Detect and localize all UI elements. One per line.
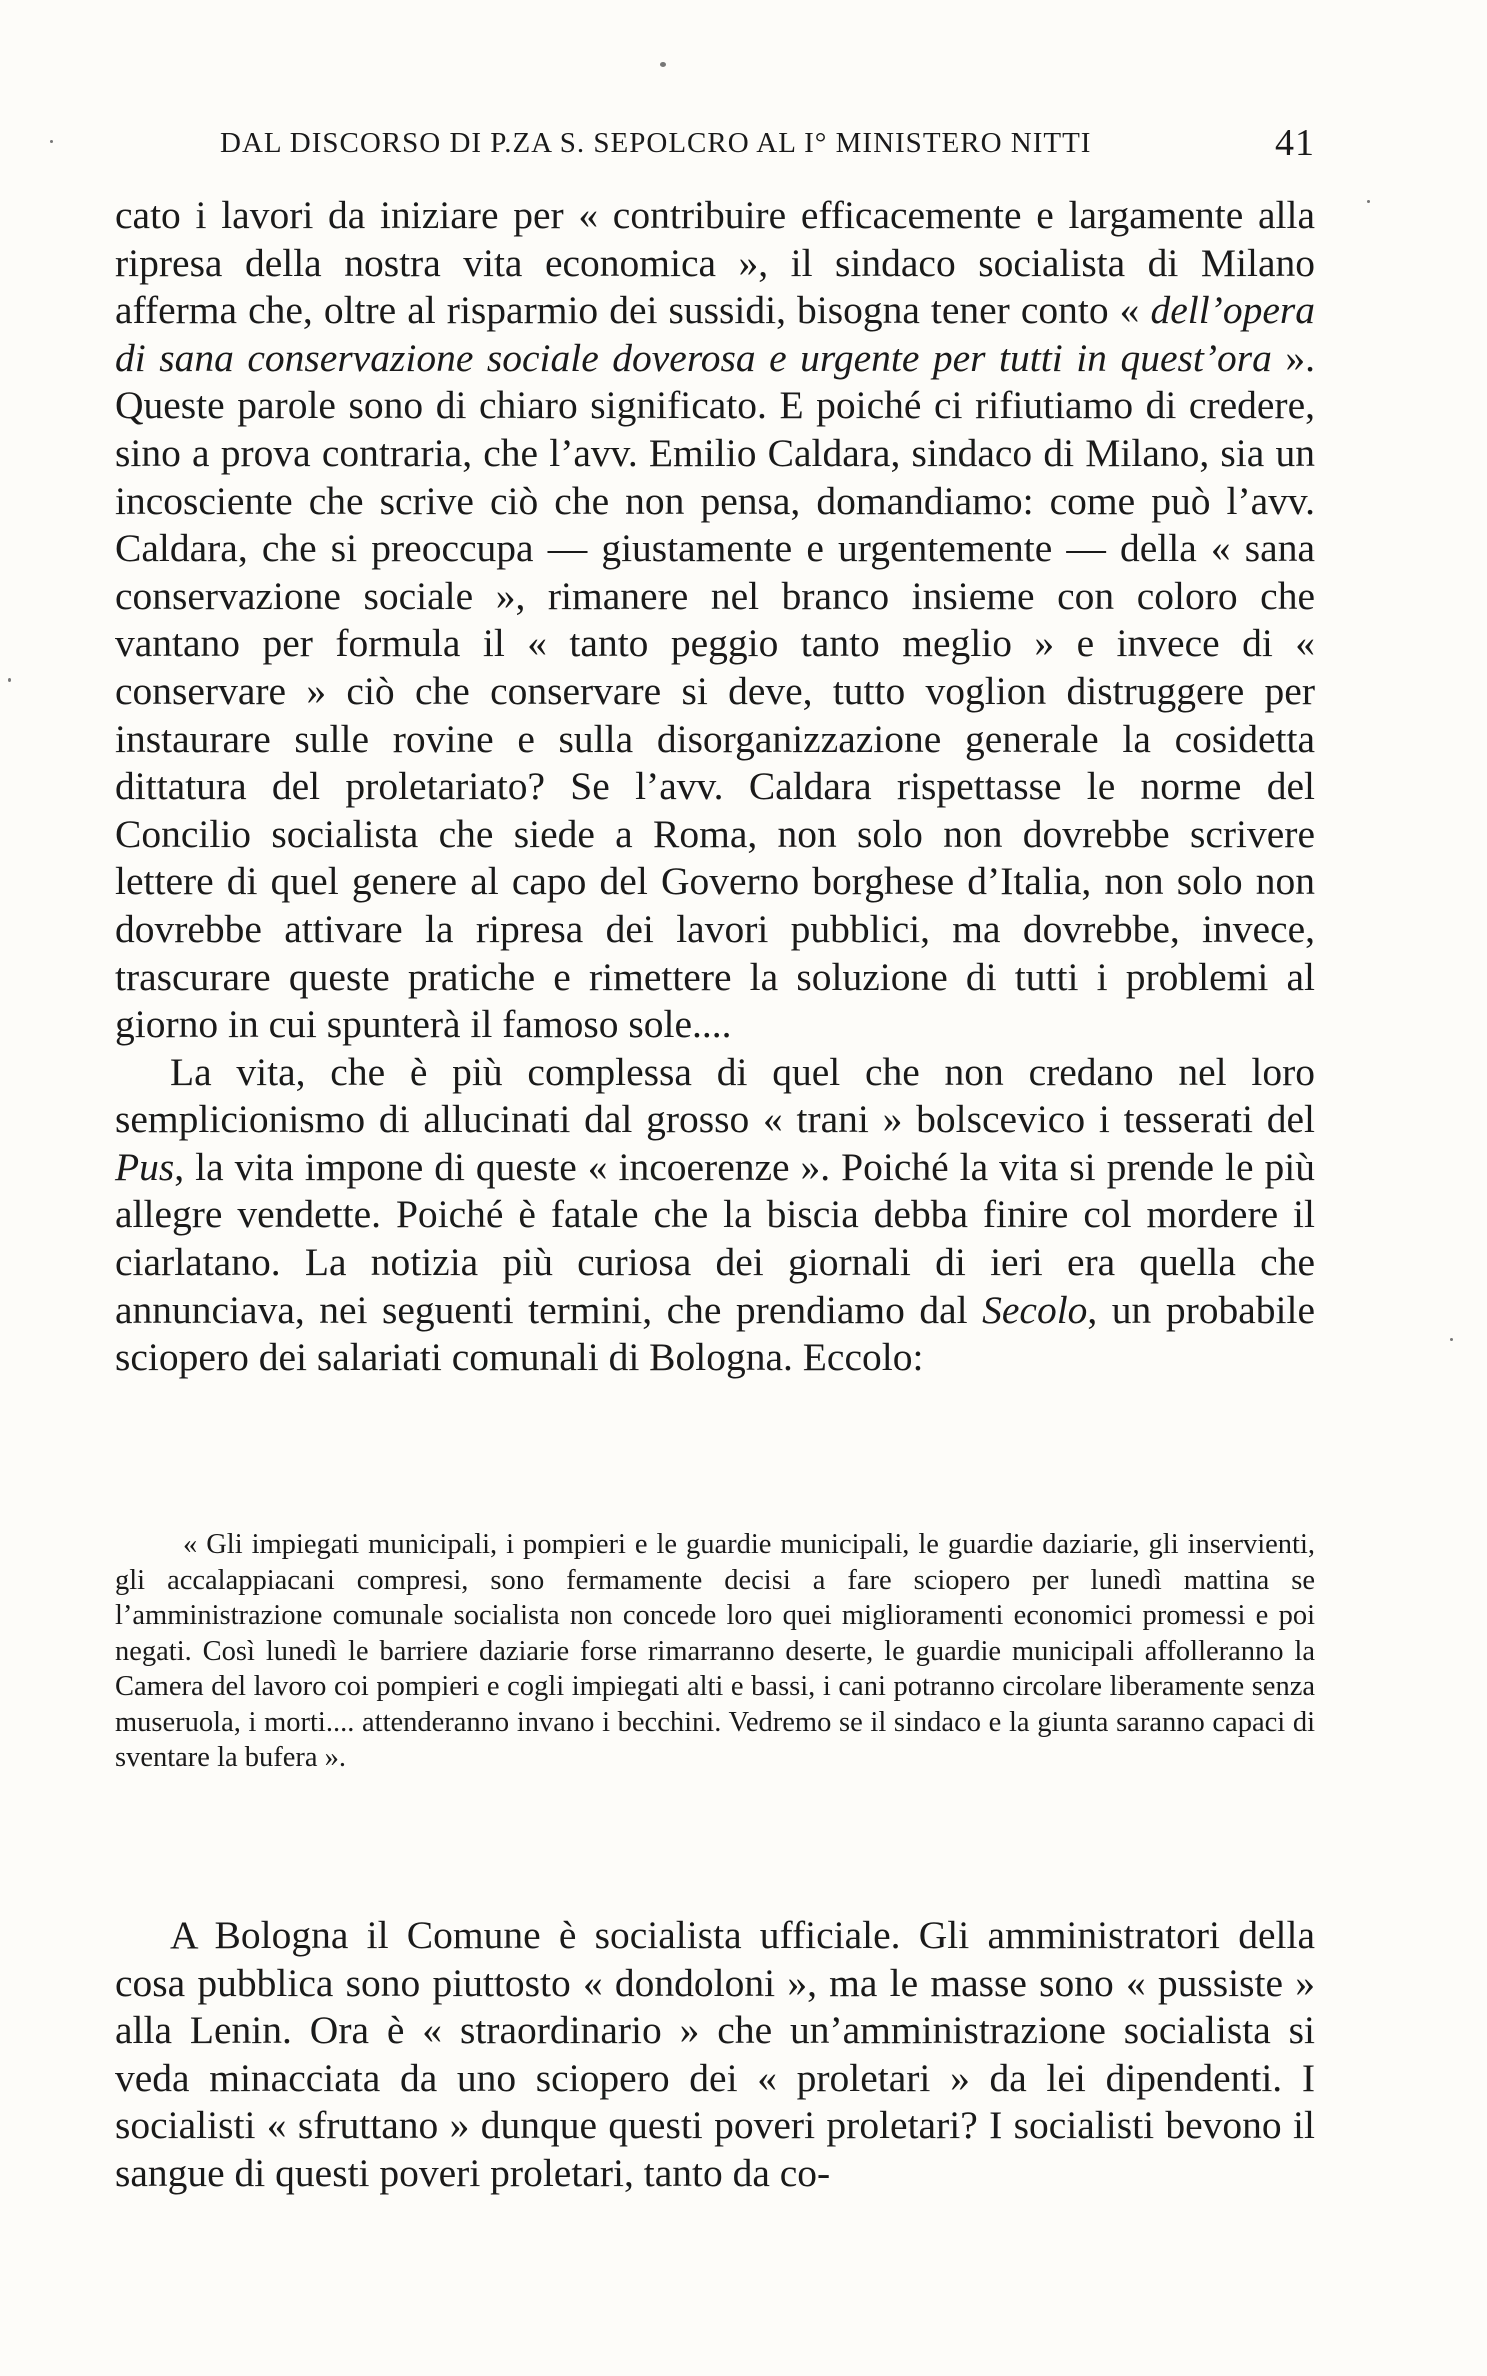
paragraph-1-text-b: ». Queste parole sono di chiaro significato. E poiché ci rifiutiamo di credere, sino a prova contraria, che l’avv. Emilio Caldara, sindaco di Milano, sia un incosciente che scrive ciò che non pensa, domandiamo: come può l’avv. Caldara, che si preoccupa — giustamente e urgentemente — della « sana conservazione sociale », rimanere nel branco insieme con coloro che vantano per formula il « tanto peggio tanto meglio » e invece di « conservare » ciò che conservare si deve, tutto voglion distruggere per instaurare sulle rovine e sulla disorganizzazione generale la cosidetta dittatura del proletariato? Se l’avv. Caldara rispettasse le norme del Concilio socialista che siede a Roma, non solo non dovrebbe scrivere lettere di quel genere al capo del Governo borghese d’Italia, non solo non dovrebbe attivare la ripresa dei lavori pubblici, ma dovrebbe, invece, trascurare queste pratiche e rimettere la soluzione di tutti i problemi al giorno in cui spunterà il famoso sole....	[115, 335, 1315, 1047]
scan-speck	[660, 62, 666, 67]
block-quote	[115, 1527, 1315, 1776]
paragraph-2-text-c: , un probabile sciopero dei salariati comunali di Bologna. Eccolo:	[115, 1287, 1315, 1380]
paragraph-2-italic-pus: Pus	[115, 1144, 175, 1189]
main-text-lower	[115, 1912, 1315, 2198]
page-number: 41	[1275, 122, 1315, 164]
paragraph-2-italic-secolo: Secolo	[982, 1287, 1088, 1332]
block-quote-text: « Gli impiegati municipali, i pompieri e le guardie municipali, le guardie daziarie, gli inservienti, gli accalappiacani compresi, sono fermamente decisi a fare sciopero per lunedì mattina se l’amministrazione comunale socialista non concede loro quei miglioramenti economici promessi e poi negati. Così lunedì le barriere daziarie forse rimarranno deserte, le guardie municipali affolleranno la Camera del lavoro coi pompieri e cogli impiegati alti e bassi, i cani potranno circolare liberamente senza museruola, i morti.... attenderanno invano i becchini. Vedremo se il sindaco e la giunta saranno capaci di sventare la bufera ».	[115, 1529, 1315, 1773]
running-header	[220, 118, 1315, 168]
paragraph-3: A Bologna il Comune è socialista ufficiale. Gli amministratori della cosa pubblica sono piuttosto « dondoloni », ma le masse sono « pussiste » alla Lenin. Ora è « straordinario » che un’amministrazione socialista si veda minacciata da uno sciopero dei « proletari » da lei dipendenti. I socialisti « sfruttano » dunque questi poveri proletari? I socialisti bevono il sangue di questi poveri proletari, tanto da co-	[115, 1913, 1315, 2195]
paragraph-2-text-b: , la vita impone di queste « incoerenze ». Poiché la vita si prende le più allegre vendette. Poiché è fatale che la biscia debba finire col mordere il ciarlatano. La notizia più curiosa dei giornali di ieri era quella che annunciava, nei seguenti termini, che prendiamo dal	[115, 1144, 1315, 1332]
main-text-upper	[115, 192, 1315, 1382]
scan-speck	[1450, 1338, 1453, 1341]
running-title: DAL DISCORSO DI P.ZA S. SEPOLCRO AL I° MINISTERO NITTI	[220, 127, 1092, 159]
paragraph-2	[115, 1049, 1315, 1382]
paragraph-1	[115, 192, 1315, 1049]
paragraph-1-italic-quote: dell’opera di sana conservazione sociale doverosa e urgente per tutti in quest’ora	[115, 288, 1315, 380]
paragraph-2-text-a: La vita, che è più complessa di quel che non credano nel loro semplicionismo di allucinati dal grosso « trani » bolscevico i tesserati del	[115, 1049, 1315, 1142]
paragraph-1-text-a: cato i lavori da iniziare per « contribuire efficacemente e largamente alla ripresa della nostra vita economica », il sindaco socialista di Milano afferma che, oltre al risparmio dei sussidi, bisogna tener conto «	[115, 193, 1315, 333]
scan-speck	[50, 140, 53, 143]
scan-speck	[8, 678, 11, 682]
scan-speck	[1367, 200, 1370, 203]
